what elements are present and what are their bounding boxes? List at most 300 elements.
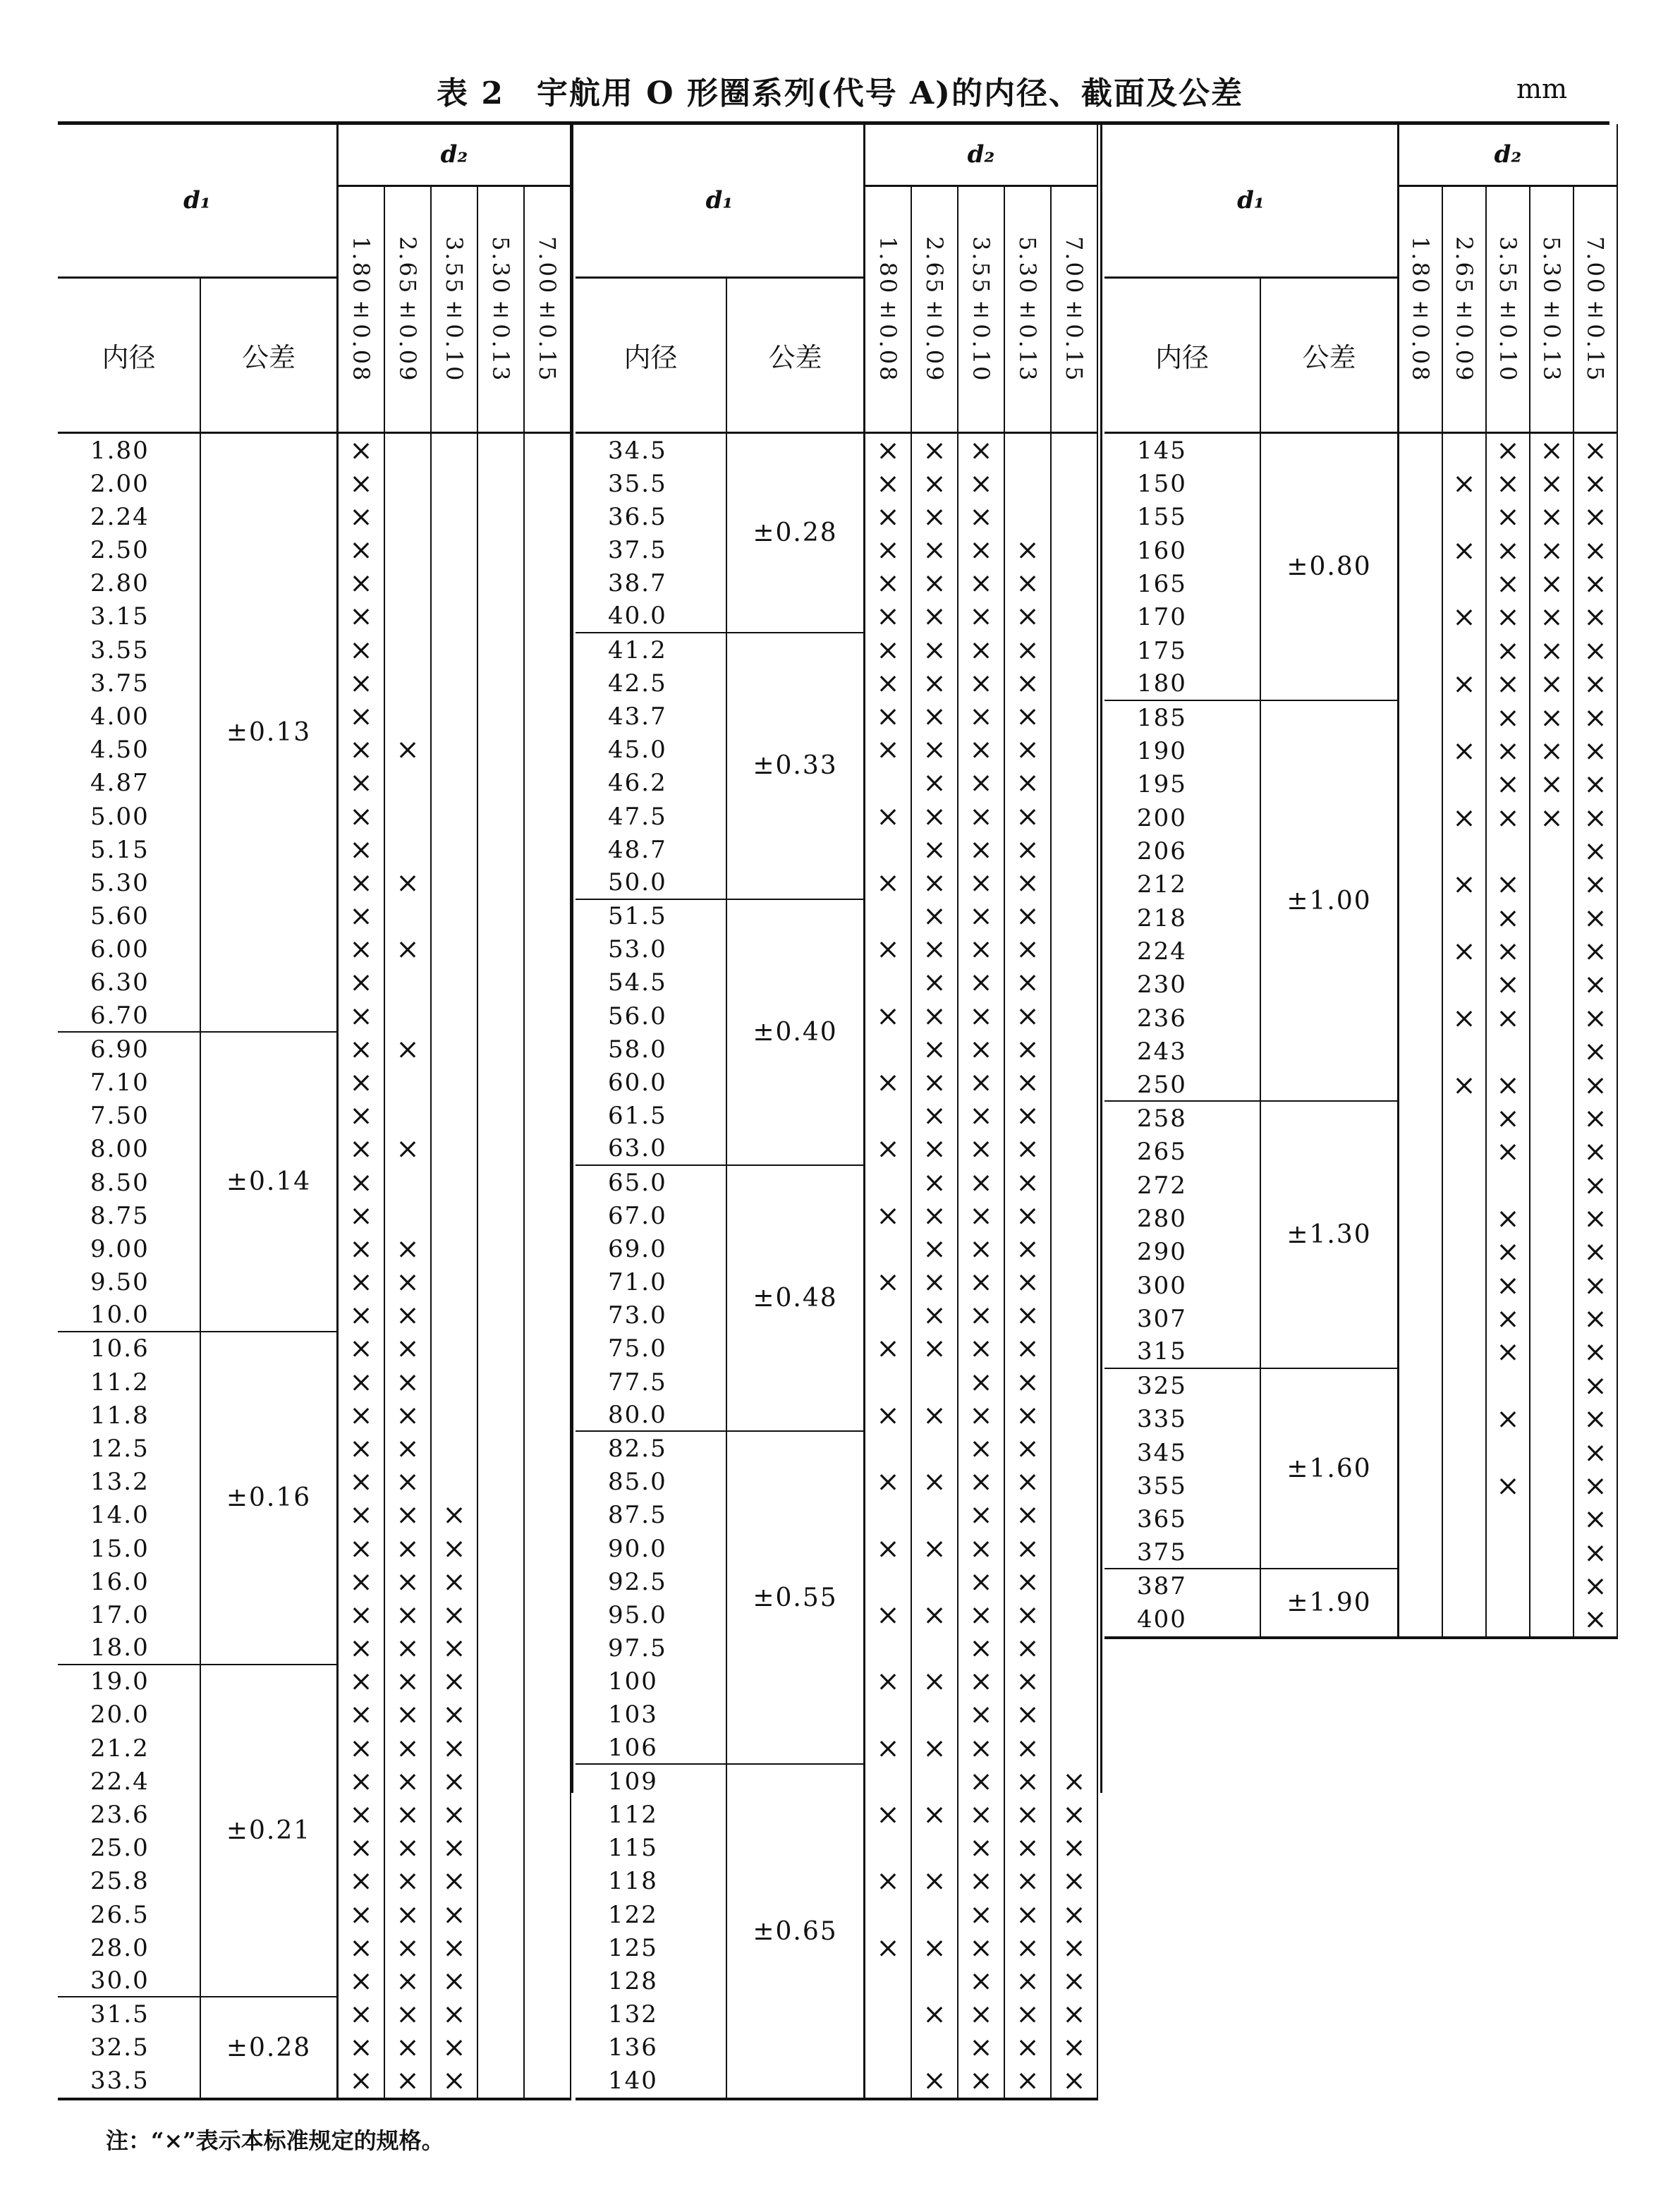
cross-mark-icon: × [923,500,946,533]
cross-mark-icon: × [442,2031,466,2064]
spec-mark-cell [432,1832,478,1865]
inner-diameter-cell: 11.2 [58,1365,201,1399]
spec-mark-cell [1574,734,1618,767]
spec-mark-cell [1530,1269,1574,1302]
spec-mark-cell [339,1798,385,1831]
cross-mark-icon: × [876,633,900,667]
cross-mark-icon: × [1540,668,1564,701]
spec-mark-cell [1399,1603,1443,1636]
spec-mark-cell [1005,933,1052,966]
cross-mark-icon: × [396,933,420,966]
spec-mark-cell [385,1865,432,1898]
spec-mark-cell [1052,734,1098,767]
spec-mark-cell [432,534,478,567]
cross-mark-icon: × [349,800,373,833]
cross-mark-icon: × [1016,1299,1040,1332]
tolerance-cell: ±1.60 [1261,1369,1399,1569]
cross-mark-icon: × [1016,1765,1040,1798]
spec-mark-cell [432,1698,478,1732]
spec-mark-cell [865,1898,912,1931]
spec-mark-cell [1530,1402,1574,1435]
d2-column-header [1530,187,1574,432]
spec-mark-cell [525,633,571,667]
spec-mark-cell [478,700,525,733]
d2-column-header [1005,187,1052,432]
spec-mark-cell [1005,1665,1052,1698]
spec-mark-cell [478,1332,525,1365]
spec-mark-cell [1052,1565,1098,1598]
spec-mark-cell [958,1432,1005,1465]
spec-mark-cell [1443,768,1487,801]
spec-mark-cell [958,1898,1005,1931]
d2-column-label: 5.30±0.13 [487,236,514,383]
spec-mark-cell [432,1166,478,1199]
spec-mark-cell [865,567,912,600]
inner-diameter-cell: 2.80 [58,567,201,600]
spec-mark-cell [385,1199,432,1232]
inner-diameter-cell: 165 [1104,567,1261,600]
spec-mark-cell [865,1698,912,1732]
inner-diameter-cell: 95.0 [576,1598,727,1631]
spec-mark-cell [912,933,958,966]
spec-mark-cell [478,2031,525,2064]
spec-mark-cell [385,1033,432,1066]
spec-mark-cell [958,734,1005,767]
spec-mark-cell [958,434,1005,467]
cross-mark-icon: × [969,1865,993,1898]
spec-mark-cell [478,1798,525,1831]
cross-mark-icon: × [876,1865,900,1898]
spec-mark-cell [865,1565,912,1598]
spec-mark-cell [1443,434,1487,467]
inner-diameter-cell: 212 [1104,868,1261,901]
spec-mark-cell [1530,935,1574,968]
spec-mark-cell [865,1266,912,1299]
spec-mark-cell [339,1931,385,1964]
spec-mark-cell [1052,1732,1098,1765]
spec-mark-cell [865,1466,912,1499]
cross-mark-icon: × [923,1033,946,1066]
spec-mark-cell [1487,1436,1530,1469]
d2-label: d₂ [440,140,468,169]
d2-column-label: 2.65±0.09 [394,236,421,383]
cross-mark-icon: × [969,734,993,767]
spec-mark-cell [1574,1536,1618,1569]
spec-mark-cell [1052,833,1098,866]
spec-mark-cell [1005,1466,1052,1499]
spec-mark-cell [385,700,432,733]
spec-mark-cell [525,467,571,500]
d2-column-header [958,187,1005,432]
spec-mark-cell [432,500,478,533]
d1-label: d₁ [1237,186,1265,214]
inner-diameter-cell: 325 [1104,1369,1261,1402]
inner-diameter-cell: 155 [1104,501,1261,534]
d2-column-header [478,187,525,432]
section-divider [571,124,573,1793]
spec-mark-cell [1530,1002,1574,1035]
cross-mark-icon: × [442,1499,466,1532]
cross-mark-icon: × [1016,1632,1040,1665]
tolerance-label: 公差 [768,342,822,373]
inner-diameter-cell: 20.0 [58,1698,201,1732]
inner-diameter-cell: 48.7 [576,833,727,866]
cross-mark-icon: × [349,1033,373,1066]
spec-mark-cell [525,1166,571,1199]
spec-mark-cell [958,1033,1005,1066]
spec-mark-cell [1052,667,1098,700]
cross-mark-icon: × [969,1266,993,1299]
spec-mark-cell [912,434,958,467]
cross-mark-icon: × [876,500,900,533]
spec-mark-cell [1487,534,1530,567]
spec-mark-cell [1530,1202,1574,1235]
cross-mark-icon: × [396,1399,420,1432]
spec-mark-cell [1574,901,1618,935]
spec-mark-cell [525,1931,571,1964]
spec-mark-cell [1052,1898,1098,1931]
spec-mark-cell [525,2031,571,2064]
spec-mark-cell [1530,501,1574,534]
inner-diameter-cell: 97.5 [576,1631,727,1665]
cross-mark-icon: × [969,1665,993,1698]
spec-mark-cell [1487,1536,1530,1569]
cross-mark-icon: × [1016,2031,1040,2064]
spec-mark-cell [525,600,571,633]
cross-mark-icon: × [1016,1033,1040,1066]
cross-mark-icon: × [349,1565,373,1598]
spec-mark-cell [958,1232,1005,1265]
spec-mark-cell [865,600,912,633]
spec-mark-cell [385,434,432,467]
spec-mark-cell [958,1332,1005,1365]
inner-diameter-cell: 38.7 [576,567,727,600]
spec-mark-cell [1574,434,1618,467]
spec-mark-cell [865,1598,912,1631]
spec-mark-cell [432,1066,478,1099]
cross-mark-icon: × [876,734,900,767]
cross-mark-icon: × [1016,1466,1040,1499]
cross-mark-icon: × [969,1432,993,1465]
spec-mark-cell [1530,1069,1574,1102]
spec-mark-cell [1005,1066,1052,1099]
cross-mark-icon: × [1496,801,1520,834]
inner-diameter-cell: 75.0 [576,1332,727,1365]
spec-mark-cell [912,1765,958,1798]
spec-mark-cell [478,734,525,767]
spec-mark-cell [958,667,1005,700]
spec-mark-cell [958,1299,1005,1332]
spec-mark-cell [1443,1603,1487,1636]
spec-mark-cell [1052,1798,1098,1831]
cross-mark-icon: × [1496,968,1520,1002]
inner-diameter-cell: 112 [576,1798,727,1831]
spec-mark-cell [385,1732,432,1765]
tolerance-header [727,279,865,432]
cross-mark-icon: × [1496,1403,1520,1436]
spec-mark-cell [525,1232,571,1265]
cross-mark-icon: × [969,933,993,966]
cross-mark-icon: × [349,1432,373,1465]
spec-mark-cell [958,1732,1005,1765]
spec-mark-cell [1005,1299,1052,1332]
cross-mark-icon: × [1583,1002,1607,1035]
spec-mark-cell [1487,701,1530,734]
spec-mark-cell [912,1865,958,1898]
inner-diameter-cell: 53.0 [576,933,727,966]
cross-mark-icon: × [1016,999,1040,1033]
cross-mark-icon: × [1062,1765,1086,1798]
cross-mark-icon: × [1540,768,1564,801]
spec-mark-cell [478,1199,525,1232]
cross-mark-icon: × [923,434,946,467]
spec-mark-cell [1487,1269,1530,1302]
tolerance-cell: ±0.40 [727,900,865,1166]
spec-mark-cell [1399,834,1443,868]
cross-mark-icon: × [876,1598,900,1631]
spec-mark-cell [385,1798,432,1831]
spec-mark-cell [958,1598,1005,1631]
inner-diameter-cell: 7.50 [58,1100,201,1133]
tolerance-cell: ±0.21 [201,1665,339,1998]
spec-mark-cell [1399,768,1443,801]
cross-mark-icon: × [1583,1369,1607,1402]
spec-mark-cell [385,734,432,767]
inner-diameter-cell: 3.75 [58,667,201,700]
spec-mark-cell [958,1631,1005,1665]
spec-mark-cell [958,1931,1005,1964]
spec-mark-cell [1487,935,1530,968]
spec-mark-cell [912,1466,958,1499]
spec-mark-cell [912,534,958,567]
cross-mark-icon: × [349,534,373,567]
cross-mark-icon: × [1016,1732,1040,1765]
inner-diameter-cell: 365 [1104,1503,1261,1536]
inner-diameter-cell: 22.4 [58,1765,201,1798]
spec-mark-cell [1487,1169,1530,1202]
cross-mark-icon: × [1583,1202,1607,1235]
spec-mark-cell [525,1199,571,1232]
spec-mark-cell [1005,1565,1052,1598]
spec-mark-cell [912,1598,958,1631]
spec-mark-cell [1005,1598,1052,1631]
cross-mark-icon: × [1016,1698,1040,1732]
spec-mark-cell [1399,1169,1443,1202]
cross-mark-icon: × [969,1232,993,1265]
spec-mark-cell [1052,1365,1098,1399]
spec-mark-cell [958,2064,1005,2098]
spec-mark-cell [1530,1436,1574,1469]
cross-mark-icon: × [876,700,900,734]
cross-mark-icon: × [876,933,900,966]
spec-mark-cell [1005,1898,1052,1931]
spec-mark-cell [1530,1569,1574,1602]
spec-mark-cell [1487,801,1530,834]
spec-mark-cell [1487,1136,1530,1169]
spec-mark-cell [385,1432,432,1465]
cross-mark-icon: × [1583,634,1607,667]
inner-diameter-cell: 15.0 [58,1532,201,1565]
spec-mark-cell [912,800,958,833]
inner-diameter-cell: 6.00 [58,933,201,966]
cross-mark-icon: × [349,2031,373,2064]
cross-mark-icon: × [923,567,946,600]
spec-mark-cell [1052,999,1098,1033]
spec-mark-cell [865,800,912,833]
spec-mark-cell [1574,467,1618,500]
cross-mark-icon: × [1016,1898,1040,1931]
cross-mark-icon: × [969,1532,993,1565]
spec-mark-cell [1052,866,1098,899]
inner-diameter-cell: 122 [576,1898,727,1931]
spec-mark-cell [525,1798,571,1831]
spec-mark-cell [385,1499,432,1532]
inner-diameter-cell: 30.0 [58,1964,201,1997]
cross-mark-icon: × [1016,667,1040,700]
spec-mark-cell [1052,467,1098,500]
spec-mark-cell [1443,1536,1487,1569]
spec-mark-cell [1487,567,1530,600]
d1-header [576,124,865,279]
cross-mark-icon: × [396,1865,420,1898]
spec-mark-cell [432,1931,478,1964]
spec-mark-cell [525,800,571,833]
spec-mark-cell [525,1299,571,1332]
cross-mark-icon: × [1583,1536,1607,1569]
inner-diameter-cell: 136 [576,2031,727,2064]
spec-mark-cell [525,1698,571,1732]
cross-mark-icon: × [396,1299,420,1332]
inner-diameter-cell: 243 [1104,1035,1261,1068]
tolerance-cell: ±0.13 [201,434,339,1033]
cross-mark-icon: × [969,900,993,933]
d2-column-header [339,187,385,432]
spec-mark-cell [1005,1532,1052,1565]
cross-mark-icon: × [1016,1964,1040,1997]
cross-mark-icon: × [969,1565,993,1598]
cross-mark-icon: × [349,1898,373,1931]
inner-diameter-cell: 90.0 [576,1532,727,1565]
spec-mark-cell [865,633,912,667]
spec-mark-cell [1399,567,1443,600]
spec-mark-cell [339,933,385,966]
spec-mark-cell [865,1765,912,1798]
cross-mark-icon: × [876,1066,900,1099]
inner-diameter-cell: 150 [1104,467,1261,500]
spec-mark-cell [1487,1102,1530,1135]
spec-mark-cell [912,500,958,533]
d2-column-label: 7.00±0.15 [534,236,561,383]
cross-mark-icon: × [969,999,993,1033]
cross-mark-icon: × [349,700,373,734]
inner-diameter-cell: 50.0 [576,866,727,899]
spec-mark-cell [478,1466,525,1499]
spec-mark-cell [1399,1236,1443,1269]
spec-mark-cell [958,1865,1005,1898]
cross-mark-icon: × [1496,1336,1520,1369]
spec-mark-cell [1443,501,1487,534]
spec-mark-cell [1530,1136,1574,1169]
cross-mark-icon: × [1016,866,1040,899]
cross-mark-icon: × [396,1033,420,1066]
cross-mark-icon: × [1496,668,1520,701]
cross-mark-icon: × [349,1865,373,1898]
spec-mark-cell [1487,1336,1530,1369]
spec-mark-cell [1005,2031,1052,2064]
inner-diameter-cell: 25.8 [58,1865,201,1898]
cross-mark-icon: × [969,1832,993,1865]
cross-mark-icon: × [396,1798,420,1831]
spec-mark-cell [339,1964,385,1997]
spec-mark-cell [1005,1832,1052,1865]
inner-diameter-cell: 43.7 [576,700,727,733]
spec-mark-cell [958,534,1005,567]
spec-mark-cell [1443,467,1487,500]
spec-mark-cell [958,2031,1005,2064]
table-body [576,432,1098,2100]
inner-diameter-cell: 26.5 [58,1898,201,1931]
spec-mark-cell [1530,1169,1574,1202]
spec-mark-cell [1574,1336,1618,1369]
spec-mark-cell [478,2064,525,2098]
cross-mark-icon: × [1583,601,1607,634]
cross-mark-icon: × [923,467,946,500]
spec-mark-cell [1052,567,1098,600]
spec-mark-cell [1530,634,1574,667]
spec-mark-cell [958,1565,1005,1598]
spec-mark-cell [912,667,958,700]
spec-mark-cell [385,1466,432,1499]
spec-mark-cell [385,1332,432,1365]
spec-mark-cell [525,1532,571,1565]
spec-mark-cell [432,866,478,899]
inner-diameter-cell: 5.00 [58,800,201,833]
spec-mark-cell [1574,1236,1618,1269]
cross-mark-icon: × [969,1798,993,1831]
spec-mark-cell [912,900,958,933]
spec-mark-cell [339,1765,385,1798]
cross-mark-icon: × [1583,501,1607,534]
spec-mark-cell [958,1133,1005,1166]
cross-mark-icon: × [923,1100,946,1133]
cross-mark-icon: × [442,1532,466,1565]
spec-mark-cell [1399,668,1443,701]
cross-mark-icon: × [349,1466,373,1499]
inner-diameter-header [576,279,727,432]
spec-mark-cell [1487,768,1530,801]
spec-mark-cell [1052,1033,1098,1066]
spec-mark-cell [1399,1269,1443,1302]
spec-mark-cell [912,966,958,999]
cross-mark-icon: × [876,800,900,833]
cross-mark-icon: × [969,966,993,999]
spec-mark-cell [1530,1102,1574,1135]
spec-mark-cell [339,1432,385,1465]
cross-mark-icon: × [349,1166,373,1199]
d2-column-label: 5.30±0.13 [1014,236,1041,383]
inner-diameter-cell: 42.5 [576,667,727,700]
spec-mark-cell [1052,1532,1098,1565]
spec-mark-cell [432,1765,478,1798]
spec-mark-cell [865,2031,912,2064]
inner-diameter-cell: 355 [1104,1469,1261,1502]
spec-mark-cell [339,534,385,567]
cross-mark-icon: × [1540,568,1564,601]
spec-mark-cell [1443,1436,1487,1469]
inner-diameter-cell: 14.0 [58,1499,201,1532]
spec-mark-cell [478,1865,525,1898]
inner-diameter-cell: 145 [1104,434,1261,467]
